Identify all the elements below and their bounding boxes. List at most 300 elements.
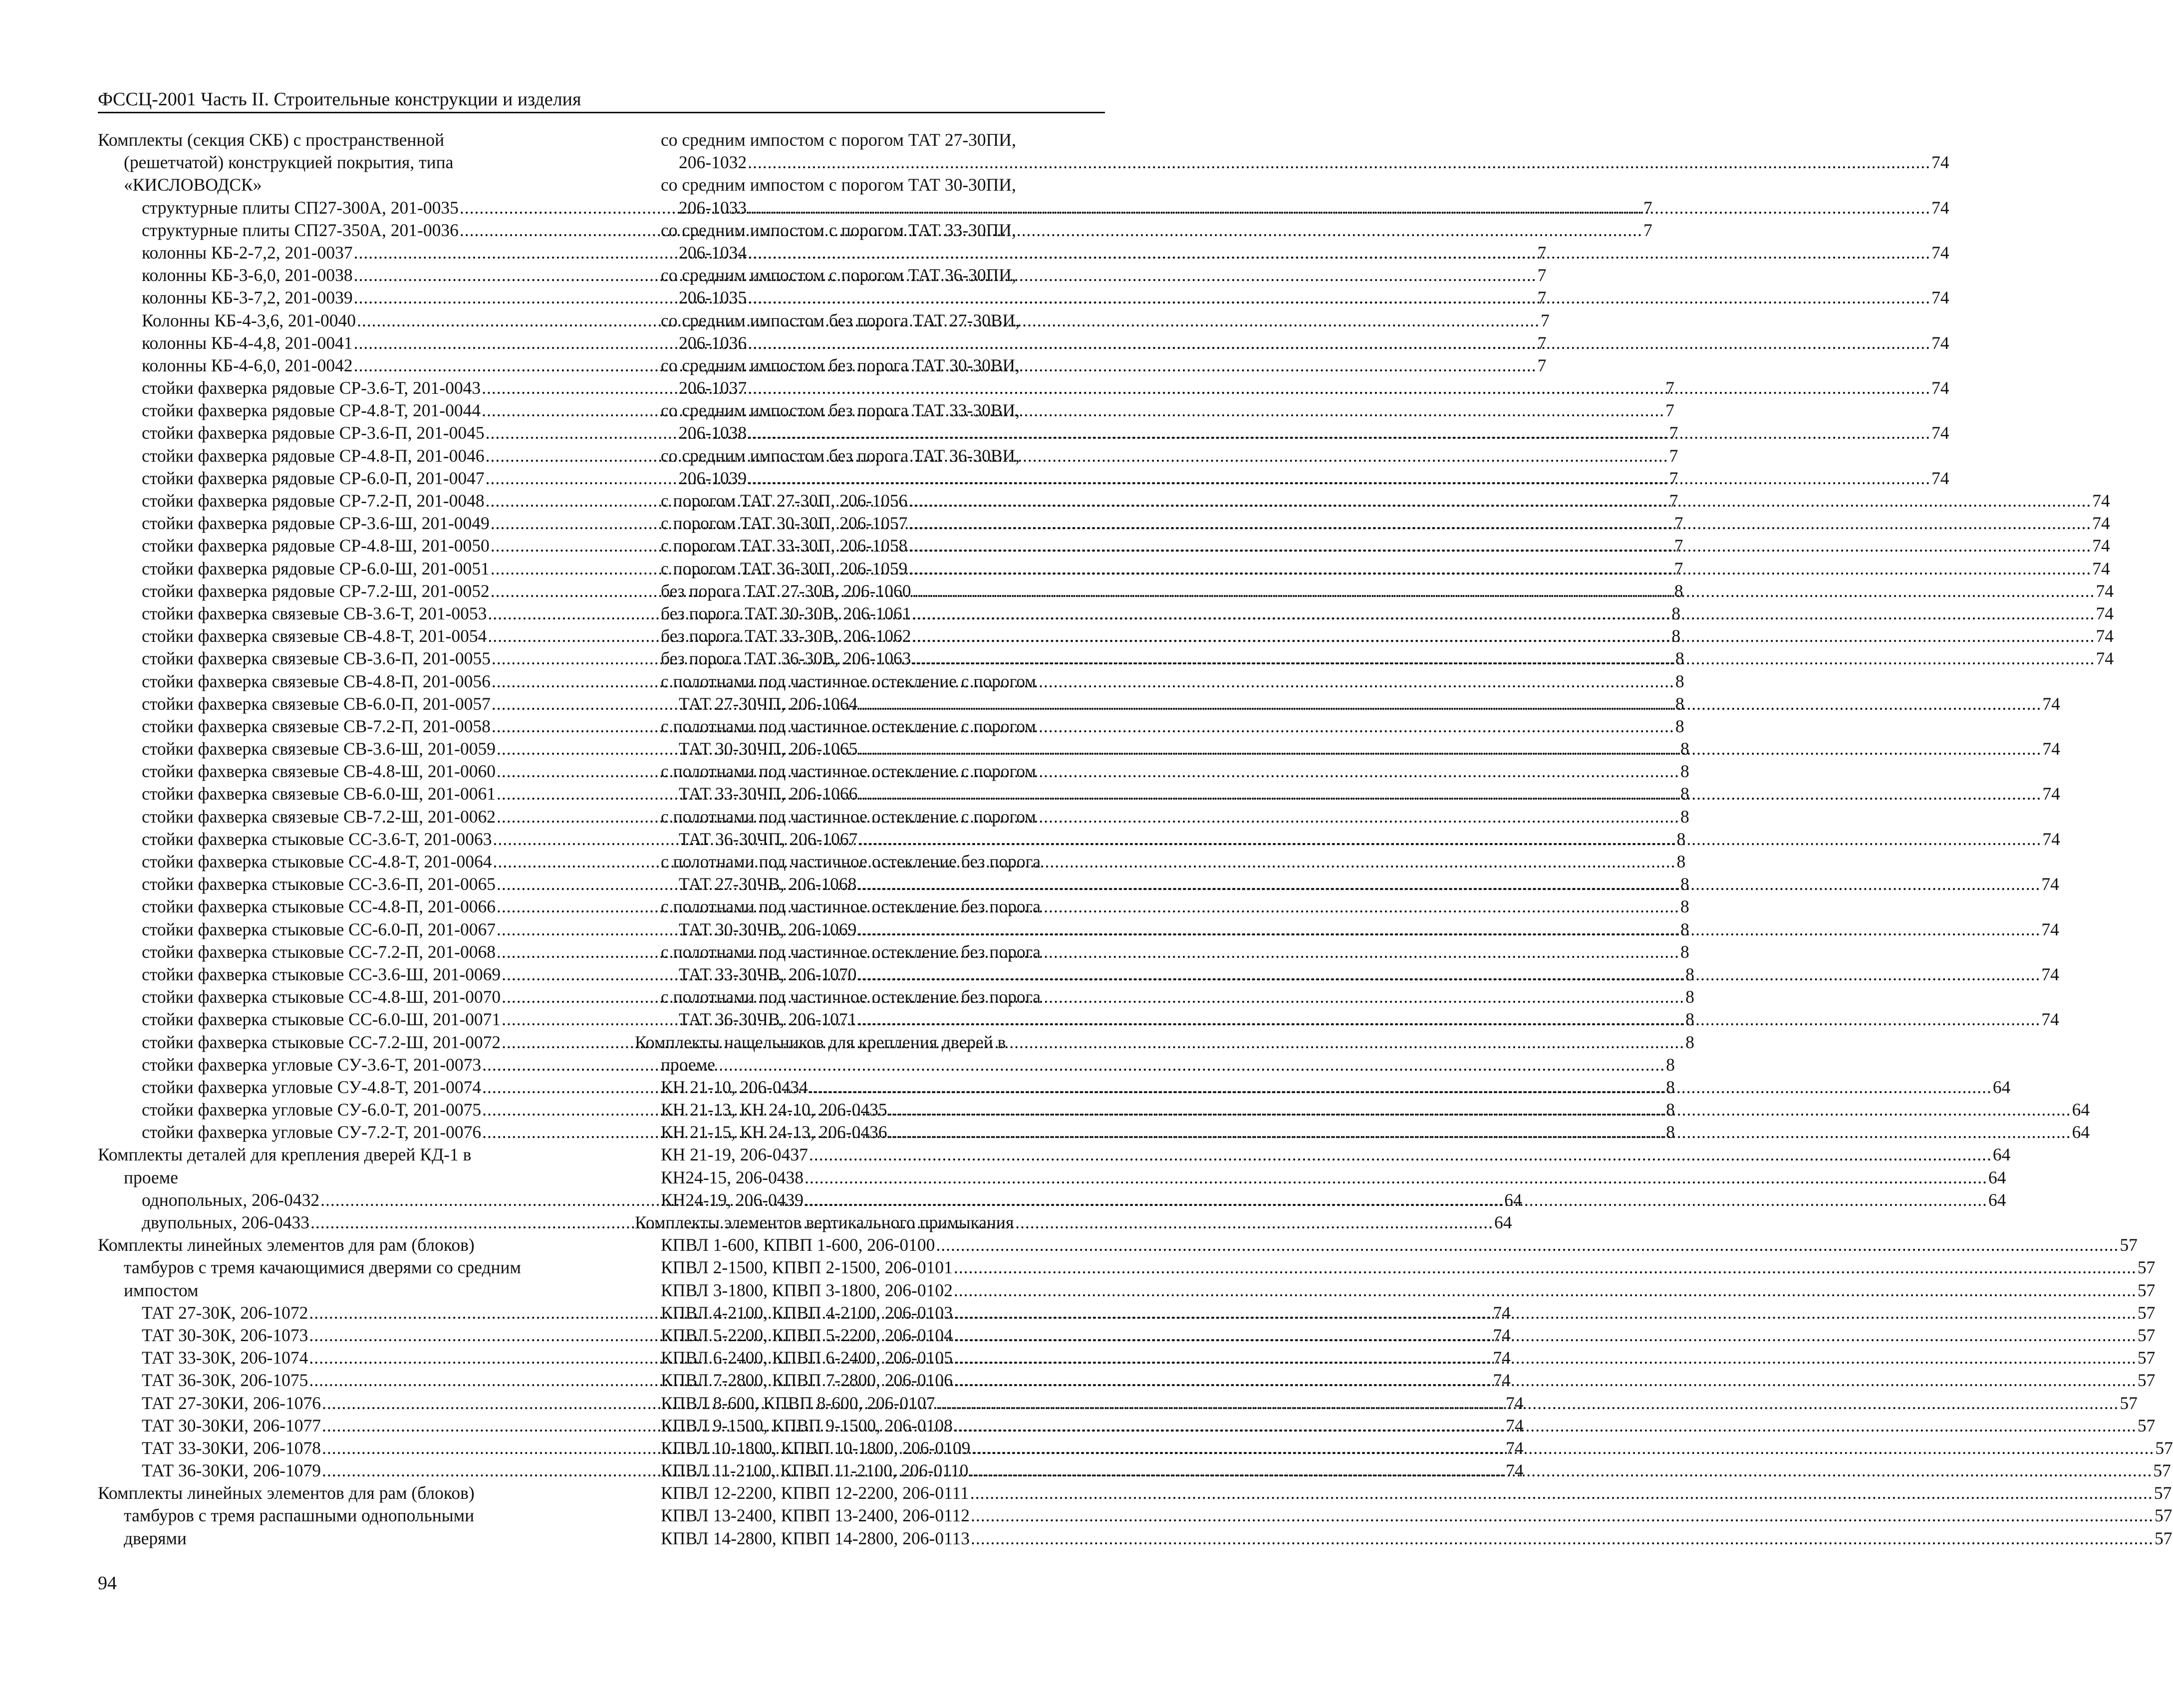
entry-text: Комплекты элементов вертикального примыкания: [635, 1212, 1014, 1232]
dot-leader: [748, 242, 1930, 264]
index-entry: [635, 422, 1949, 444]
entry-text: КПВЛ 10-1800, КПВП 10-1800, 206-0109: [661, 1437, 971, 1458]
index-heading: [635, 399, 1105, 422]
entry-text: Комплекты линейных элементов для рам (блоков): [98, 1483, 475, 1503]
entry-text: колонны КБ-2-7,2, 201-0037: [142, 242, 353, 263]
index-heading: [635, 986, 1105, 1008]
entry-text: КН 21-13, КН 24-10, 206-0435: [661, 1100, 887, 1120]
index-entry: [635, 490, 2110, 512]
entry-text: ТАТ 33-30ЧП, 206-1066: [679, 784, 858, 804]
entry-page-number: 8: [1666, 1100, 1675, 1120]
index-entry: [635, 1143, 2011, 1166]
index-entry: [635, 783, 2060, 805]
entry-page-number: 7: [1669, 468, 1678, 488]
entry-page-number: 8: [1675, 671, 1684, 691]
entry-page-number: 8: [1674, 580, 1683, 601]
entry-text: КПВЛ 8-600, КПВП 8-600, 206-0107: [661, 1393, 935, 1413]
entry-text: стойки фахверка стыковые СС-7.2-Ш, 201-0072: [142, 1032, 501, 1052]
index-entry: [635, 1482, 2172, 1504]
entry-page-number: 64: [1988, 1189, 2006, 1210]
dot-leader: [912, 647, 2095, 670]
index-entry: [635, 151, 1949, 174]
entry-text: Комплекты линейных элементов для рам (блоков): [98, 1235, 475, 1255]
entry-page-number: 8: [1680, 941, 1689, 962]
entry-text: стойки фахверка рядовые СР-6.0-Ш, 201-0051: [142, 558, 490, 578]
entry-page-number: 8: [1680, 919, 1689, 939]
entry-text: КПВЛ 12-2200, КПВП 12-2200, 206-0111: [661, 1483, 969, 1503]
index-entry: [635, 242, 1949, 264]
entry-text: ТАТ 27-30ЧВ, 206-1068: [679, 874, 857, 894]
entry-page-number: 8: [1685, 1009, 1694, 1030]
entry-page-number: 57: [2137, 1415, 2156, 1435]
index-entry: [635, 963, 2059, 986]
entry-page-number: 74: [2042, 829, 2060, 849]
entry-page-number: 74: [1931, 152, 1949, 173]
index-heading: [635, 264, 1105, 286]
entry-text: колонны КБ-4-6,0, 201-0042: [142, 355, 353, 375]
index-heading: [98, 129, 568, 151]
dot-leader: [954, 1347, 2137, 1369]
entry-text: колонны КБ-3-7,2, 201-0039: [142, 287, 353, 308]
entry-page-number: 74: [1931, 468, 1949, 488]
entry-text: стойки фахверка связевые СВ-3.6-Ш, 201-0059: [142, 739, 496, 759]
index-heading: [635, 309, 1105, 332]
index-entry: [635, 512, 2110, 535]
entry-page-number: 57: [2120, 1393, 2138, 1413]
entry-page-number: 7: [1674, 513, 1683, 534]
index-entry: [635, 332, 1949, 354]
entry-page-number: 74: [1505, 1437, 1524, 1458]
dot-leader: [971, 1527, 2154, 1550]
entry-text: с порогом ТАТ 30-30П, 206-1057: [661, 513, 908, 534]
index-entry: [635, 1234, 2138, 1256]
entry-page-number: 74: [1505, 1415, 1524, 1435]
entry-text: ТАТ 36-30К, 206-1075: [142, 1370, 308, 1391]
entry-text: стойки фахверка рядовые СР-7.2-Ш, 201-0052: [142, 580, 490, 601]
dot-leader: [954, 1324, 2137, 1347]
dot-leader: [908, 512, 2091, 535]
entry-text: Комплекты деталей для крепления дверей КД-1 в: [98, 1144, 472, 1165]
index-entry: [635, 625, 2114, 647]
entry-page-number: 8: [1671, 626, 1681, 646]
entry-text: КН24-15, 206-0438: [661, 1167, 804, 1187]
entry-page-number: 64: [1494, 1212, 1512, 1232]
entry-page-number: 74: [2042, 739, 2060, 759]
dot-leader: [954, 1302, 2137, 1324]
entry-page-number: 8: [1666, 1054, 1675, 1075]
entry-page-number: 64: [1988, 1167, 2006, 1187]
entry-page-number: 57: [2137, 1370, 2156, 1391]
dot-leader: [888, 1121, 2071, 1143]
entry-page-number: 74: [2092, 536, 2110, 556]
index-entry: [635, 1279, 2156, 1302]
entry-text: ТАТ 36-30КИ, 206-1079: [142, 1460, 321, 1481]
entry-text: колонны КБ-4-4,8, 201-0041: [142, 332, 353, 353]
entry-page-number: 74: [1493, 1325, 1511, 1345]
entry-text: ТАТ 30-30К, 206-1073: [142, 1325, 308, 1345]
entry-text: импостом: [124, 1280, 199, 1300]
entry-page-number: 74: [1493, 1348, 1511, 1368]
entry-text: стойки фахверка стыковые СС-3.6-Т, 201-0063: [142, 829, 492, 849]
entry-text: «КИСЛОВОДСК»: [124, 175, 262, 195]
dot-leader: [748, 151, 1930, 174]
index-entry: [635, 1121, 2090, 1143]
entry-page-number: 74: [2096, 648, 2114, 669]
entry-page-number: 8: [1680, 739, 1689, 759]
index-heading: [98, 1527, 568, 1550]
entry-page-number: 74: [2092, 491, 2110, 511]
entry-text: ТАТ 27-30КИ, 206-1076: [142, 1393, 321, 1413]
index-entry: [635, 377, 1949, 399]
index-column-right: [635, 129, 2173, 1550]
entry-page-number: 74: [2041, 1009, 2059, 1030]
entry-page-number: 57: [2154, 1483, 2172, 1503]
entry-text: 206-1038: [679, 423, 747, 443]
entry-page-number: 8: [1666, 1122, 1675, 1142]
entry-page-number: 74: [2041, 874, 2059, 894]
entry-page-number: 74: [1505, 1393, 1524, 1413]
entry-text: ТАТ 27-30К, 206-1072: [142, 1302, 308, 1323]
entry-page-number: 7: [1665, 400, 1674, 421]
dot-leader: [858, 783, 2041, 805]
dot-leader: [908, 535, 2091, 557]
entry-page-number: 57: [2155, 1437, 2173, 1458]
entry-text: стойки фахверка связевые СВ-6.0-Ш, 201-0061: [142, 784, 496, 804]
index-heading: [635, 851, 1105, 873]
entry-text: стойки фахверка рядовые СР-4.8-Ш, 201-0050: [142, 536, 490, 556]
entry-text: Комплекты (секция СКБ) с пространственной: [98, 130, 445, 150]
index-heading: [98, 1166, 568, 1189]
entry-text: КН 21-19, 206-0437: [661, 1144, 808, 1165]
entry-page-number: 57: [2137, 1257, 2156, 1278]
index-heading: [635, 1211, 1105, 1234]
index-heading: [635, 806, 1105, 828]
entry-page-number: 74: [2096, 626, 2114, 646]
dot-leader: [912, 602, 2095, 625]
entry-text: 206-1037: [679, 378, 747, 398]
entry-text: ТАТ 33-30КИ, 206-1078: [142, 1437, 321, 1458]
index-heading: [635, 760, 1105, 783]
index-entry: [635, 602, 2114, 625]
index-heading: [98, 1504, 568, 1527]
entry-text: однопольных, 206-0432: [142, 1189, 320, 1210]
entry-page-number: 74: [1931, 423, 1949, 443]
entry-text: стойки фахверка угловые СУ-4.8-Т, 201-0074: [142, 1077, 482, 1097]
dot-leader: [888, 1099, 2071, 1121]
entry-text: стойки фахверка связевые СВ-4.8-Т, 201-0054: [142, 626, 487, 646]
index-entry: [635, 1189, 2006, 1211]
entry-page-number: 8: [1680, 784, 1689, 804]
entry-page-number: 64: [1992, 1077, 2011, 1097]
entry-text: без порога ТАТ 27-30В, 206-1060: [661, 580, 911, 601]
entry-page-number: 74: [2041, 964, 2059, 984]
entry-text: ТАТ 30-30КИ, 206-1077: [142, 1415, 321, 1435]
dot-leader: [969, 1459, 2152, 1482]
entry-page-number: 74: [1931, 242, 1949, 263]
entry-text: ТАТ 30-30ЧП, 206-1065: [679, 739, 858, 759]
entry-text: КПВЛ 3-1800, КПВП 3-1800, 206-0102: [661, 1280, 953, 1300]
entry-text: стойки фахверка связевые СВ-6.0-П, 201-0057: [142, 693, 491, 714]
entry-page-number: 57: [2137, 1302, 2156, 1323]
index-heading: [635, 219, 1105, 242]
index-heading: [635, 129, 1105, 151]
entry-text: Комплекты нащельников для крепления дверей в: [635, 1032, 1006, 1052]
entry-text: КН 21-10, 206-0434: [661, 1077, 808, 1097]
entry-page-number: 74: [2042, 693, 2060, 714]
entry-page-number: 7: [1674, 536, 1683, 556]
entry-page-number: 7: [1537, 242, 1547, 263]
index-heading: [98, 1256, 568, 1279]
dot-leader: [858, 828, 2041, 851]
entry-page-number: 64: [1504, 1189, 1522, 1210]
dot-leader: [954, 1256, 2137, 1279]
entry-text: 206-1035: [679, 287, 747, 308]
entry-page-number: 7: [1541, 310, 1550, 330]
entry-page-number: 57: [2155, 1505, 2173, 1526]
entry-text: стойки фахверка рядовые СР-3.6-П, 201-0045: [142, 423, 485, 443]
entry-text: с полотнами под частичное остекление без порога: [661, 987, 1041, 1007]
index-heading: [635, 174, 1105, 196]
entry-text: со средним импостом с порогом ТАТ 33-30ПИ,: [661, 220, 1016, 240]
entry-page-number: 8: [1675, 693, 1684, 714]
entry-page-number: 8: [1671, 603, 1681, 623]
index-entry: [635, 467, 1949, 490]
index-heading: [98, 1482, 568, 1504]
entry-page-number: 8: [1675, 716, 1684, 736]
entry-text: проеме: [124, 1167, 178, 1187]
entry-page-number: 64: [2072, 1100, 2090, 1120]
entry-page-number: 57: [2120, 1235, 2138, 1255]
entry-text: стойки фахверка связевые СВ-4.8-П, 201-0056: [142, 671, 491, 691]
entry-page-number: 64: [2072, 1122, 2090, 1142]
dot-leader: [954, 1279, 2137, 1302]
dot-leader: [857, 918, 2040, 941]
entry-text: со средним импостом с порогом ТАТ 27-30ПИ,: [661, 130, 1016, 150]
entry-text: (решетчатой) конструкцией покрытия, типа: [124, 152, 454, 173]
entry-text: стойки фахверка стыковые СС-6.0-Ш, 201-0071: [142, 1009, 501, 1030]
index-heading: [635, 445, 1105, 467]
dot-leader: [805, 1189, 1987, 1211]
dot-leader: [971, 1504, 2154, 1527]
entry-text: со средним импостом с порогом ТАТ 30-30ПИ,: [661, 175, 1016, 195]
entry-page-number: 7: [1669, 423, 1678, 443]
entry-text: стойки фахверка рядовые СР-6.0-П, 201-0047: [142, 468, 485, 488]
entry-text: ТАТ 33-30ЧВ, 206-1070: [679, 964, 857, 984]
dot-leader: [857, 1008, 2040, 1031]
entry-text: 206-1039: [679, 468, 747, 488]
entry-text: с порогом ТАТ 27-30П, 206-1056: [661, 491, 908, 511]
entry-page-number: 8: [1676, 829, 1686, 849]
dot-leader: [748, 332, 1930, 354]
index-entry: [635, 873, 2059, 895]
index-entry: [635, 1008, 2059, 1031]
entry-text: с полотнами под частичное остекление с порогом: [661, 761, 1036, 782]
index-heading: [635, 941, 1105, 963]
index-heading: [98, 1143, 568, 1166]
entry-page-number: 57: [2137, 1348, 2156, 1368]
entry-page-number: 7: [1537, 265, 1547, 285]
dot-leader: [908, 490, 2091, 512]
entry-page-number: 57: [2137, 1325, 2156, 1345]
entry-text: КПВЛ 2-1500, КПВП 2-1500, 206-0101: [661, 1257, 953, 1278]
entry-text: со средним импостом без порога ТАТ 33-30ВИ,: [661, 400, 1020, 421]
entry-text: стойки фахверка стыковые СС-4.8-Ш, 201-0070: [142, 987, 501, 1007]
dot-leader: [857, 963, 2040, 986]
dot-leader: [936, 1392, 2119, 1415]
entry-text: стойки фахверка связевые СВ-4.8-Ш, 201-0060: [142, 761, 496, 782]
entry-page-number: 74: [2096, 603, 2114, 623]
entry-text: с полотнами под частичное остекление с порогом: [661, 671, 1036, 691]
dot-leader: [912, 580, 2095, 602]
index-heading: [635, 895, 1105, 918]
entry-page-number: 8: [1675, 648, 1684, 669]
index-entry: [635, 1099, 2090, 1121]
entry-text: со средним импостом с порогом ТАТ 36-30ПИ,: [661, 265, 1016, 285]
entry-text: КПВЛ 5-2200, КПВП 5-2200, 206-0104: [661, 1325, 953, 1345]
entry-text: КПВЛ 11-2100, КПВП 11-2100, 206-0110: [661, 1460, 969, 1481]
entry-text: КПВЛ 4-2100, КПВП 4-2100, 206-0103: [661, 1302, 953, 1323]
entry-text: Колонны КБ-4-3,6, 201-0040: [142, 310, 356, 330]
entry-text: КН 21-15, КН 24-13, 206-0436: [661, 1122, 887, 1142]
index-heading: [635, 670, 1105, 693]
dot-leader: [936, 1234, 2119, 1256]
entry-page-number: 7: [1669, 445, 1678, 466]
entry-text: ТАТ 30-30ЧВ, 206-1069: [679, 919, 857, 939]
entry-text: стойки фахверка угловые СУ-6.0-Т, 201-0075: [142, 1100, 482, 1120]
entry-page-number: 8: [1676, 852, 1686, 871]
entry-text: 206-1036: [679, 332, 747, 353]
entry-page-number: 74: [2042, 784, 2060, 804]
index-heading: [98, 1234, 568, 1256]
entry-text: стойки фахверка рядовые СР-7.2-П, 201-0048: [142, 491, 485, 511]
index-heading: [635, 715, 1105, 738]
index-entry: [635, 1527, 2173, 1550]
dot-leader: [748, 467, 1930, 490]
entry-page-number: 64: [1992, 1144, 2011, 1165]
entry-text: стойки фахверка рядовые СР-3.6-Ш, 201-0049: [142, 513, 490, 534]
entry-page-number: 57: [2153, 1460, 2171, 1481]
dot-leader: [908, 558, 2091, 580]
index-entry: [635, 558, 2110, 580]
entry-page-number: 8: [1680, 761, 1689, 782]
entry-page-number: 8: [1666, 1077, 1675, 1097]
entry-page-number: 7: [1674, 558, 1683, 578]
entry-page-number: 74: [1931, 197, 1949, 218]
entry-text: двупольных, 206-0433: [142, 1212, 309, 1232]
entry-text: 206-1034: [679, 242, 747, 263]
entry-page-number: 7: [1537, 332, 1547, 353]
entry-text: стойки фахверка рядовые СР-4.8-Т, 201-0044: [142, 400, 481, 421]
entry-text: дверями: [124, 1528, 187, 1548]
dot-leader: [858, 693, 2041, 715]
entry-text: КПВЛ 7-2800, КПВП 7-2800, 206-0106: [661, 1370, 953, 1391]
entry-text: стойки фахверка рядовые СР-3.6-Т, 201-0043: [142, 378, 481, 398]
entry-text: КПВЛ 6-2400, КПВП 6-2400, 206-0105: [661, 1348, 953, 1368]
entry-page-number: 74: [1505, 1460, 1524, 1481]
entry-text: стойки фахверка угловые СУ-7.2-Т, 201-0076: [142, 1122, 482, 1142]
entry-page-number: 74: [1931, 332, 1949, 353]
entry-page-number: 8: [1685, 1032, 1694, 1052]
entry-text: стойки фахверка стыковые СС-7.2-П, 201-0068: [142, 941, 496, 962]
index-entry: [635, 1256, 2156, 1279]
entry-page-number: 74: [2096, 580, 2114, 601]
entry-text: ТАТ 27-30ЧП, 206-1064: [679, 693, 858, 714]
entry-text: КПВЛ 14-2800, КПВП 14-2800, 206-0113: [661, 1528, 970, 1548]
index-entry: [635, 738, 2060, 760]
index-entry: [635, 693, 2060, 715]
entry-page-number: 7: [1665, 378, 1674, 398]
entry-page-number: 7: [1669, 491, 1678, 511]
entry-page-number: 8: [1680, 896, 1689, 917]
dot-leader: [912, 625, 2095, 647]
entry-text: без порога ТАТ 30-30В, 206-1061: [661, 603, 911, 623]
index-entry: [635, 1166, 2006, 1189]
entry-text: стойки фахверка стыковые СС-3.6-П, 201-0065: [142, 874, 496, 894]
entry-text: с полотнами под частичное остекление без порога: [661, 941, 1041, 962]
entry-text: с полотнами под частичное остекление с порогом: [661, 806, 1036, 827]
entry-text: без порога ТАТ 36-30В, 206-1063: [661, 648, 911, 669]
dot-leader: [748, 197, 1930, 219]
dot-leader: [748, 377, 1930, 399]
entry-text: ТАТ 36-30ЧП, 206-1067: [679, 829, 858, 849]
entry-page-number: 57: [2155, 1528, 2173, 1548]
entry-text: без порога ТАТ 33-30В, 206-1062: [661, 626, 911, 646]
entry-text: тамбуров с тремя распашными однопольными: [124, 1505, 475, 1526]
running-header: ФССЦ-2001 Часть II. Строительные конструкции и изделия: [98, 88, 1105, 113]
entry-page-number: 74: [1493, 1370, 1511, 1391]
entry-text: колонны КБ-3-6,0, 201-0038: [142, 265, 353, 285]
index-entry: [635, 197, 1949, 219]
entry-page-number: 8: [1685, 964, 1694, 984]
index-heading: [98, 1279, 568, 1302]
entry-text: стойки фахверка рядовые СР-4.8-П, 201-0046: [142, 445, 485, 466]
dot-leader: [809, 1076, 1992, 1099]
entry-page-number: 74: [2041, 919, 2059, 939]
entry-text: КН24-19, 206-0439: [661, 1189, 804, 1210]
entry-text: 206-1032: [679, 152, 747, 173]
dot-leader: [970, 1482, 2153, 1504]
entry-text: с порогом ТАТ 33-30П, 206-1058: [661, 536, 908, 556]
entry-text: стойки фахверка связевые СВ-7.2-Ш, 201-0062: [142, 806, 496, 827]
entry-text: тамбуров с тремя качающимися дверями со средним: [124, 1257, 521, 1278]
dot-leader: [805, 1166, 1987, 1189]
entry-text: стойки фахверка стыковые СС-4.8-П, 201-0066: [142, 896, 496, 917]
entry-text: ТАТ 36-30ЧВ, 206-1071: [679, 1009, 857, 1030]
dot-leader: [954, 1369, 2137, 1392]
dot-leader: [748, 286, 1930, 309]
entry-page-number: 7: [1643, 197, 1652, 218]
dot-leader: [809, 1143, 1992, 1166]
entry-page-number: 74: [1493, 1302, 1511, 1323]
entry-text: стойки фахверка угловые СУ-3.6-Т, 201-0073: [142, 1054, 482, 1075]
index-entry: [635, 1076, 2011, 1099]
entry-text: КПВЛ 9-1500, КПВП 9-1500, 206-0108: [661, 1415, 953, 1435]
index-entry: [635, 918, 2059, 941]
entry-text: 206-1033: [679, 197, 747, 218]
entry-text: с полотнами под частичное остекление без порога: [661, 896, 1041, 917]
entry-text: стойки фахверка стыковые СС-6.0-П, 201-0067: [142, 919, 496, 939]
index-heading: [98, 151, 568, 174]
index-heading: [635, 1054, 1105, 1076]
entry-page-number: 8: [1680, 874, 1689, 894]
entry-text: структурные плиты СП27-300А, 201-0035: [142, 197, 459, 218]
entry-page-number: 8: [1685, 987, 1694, 1007]
entry-text: стойки фахверка стыковые СС-3.6-Ш, 201-0069: [142, 964, 501, 984]
index-heading: [98, 174, 568, 196]
page-number: 94: [98, 1573, 117, 1594]
entry-page-number: 74: [1931, 378, 1949, 398]
entry-page-number: 74: [2092, 558, 2110, 578]
